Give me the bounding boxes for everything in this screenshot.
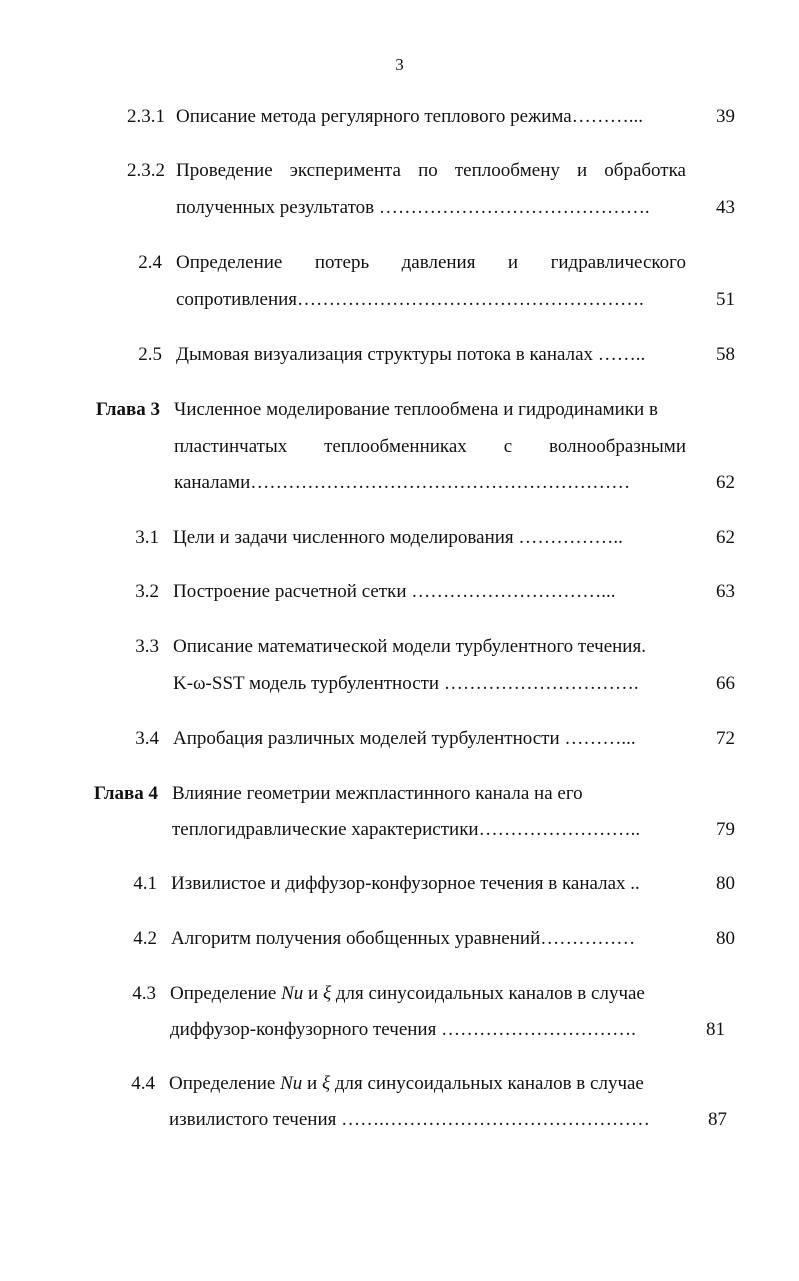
chapter-number: Глава 4	[93, 783, 158, 804]
page-ref: 80	[716, 928, 735, 949]
section-number: 3.3	[135, 636, 159, 657]
section-title: каналами……………………………………………………	[174, 472, 631, 493]
page-ref: 43	[716, 197, 735, 218]
section-title: полученных результатов …………………………………….	[176, 197, 650, 218]
page-ref: 39	[716, 106, 735, 127]
section-title: Цели и задачи численного моделирования ……………..	[173, 527, 623, 548]
section-title: Численное моделирование теплообмена и гидродинамики в	[174, 399, 658, 420]
chapter-number: Глава 3	[95, 399, 160, 420]
page-ref: 80	[716, 873, 735, 894]
dot-leader: ..	[625, 873, 640, 894]
section-title: Алгоритм получения обобщенных уравнений……………	[171, 928, 636, 949]
dot-leader: ……………..	[513, 527, 623, 548]
dot-leader: ……………………..	[478, 819, 641, 840]
section-title: Описание математической модели турбулентного течения.	[173, 636, 646, 657]
section-number: 4.2	[133, 928, 157, 949]
section-title: теплогидравлические характеристики……………………..	[172, 819, 641, 840]
section-number: 2.5	[138, 344, 162, 365]
dot-leader: …………………………………….	[374, 197, 650, 218]
section-title: Дымовая визуализация структуры потока в каналах ……..	[176, 344, 646, 365]
nusselt-symbol: Nu	[280, 1073, 303, 1094]
xi-symbol: ξ	[321, 1073, 331, 1094]
section-number: 2.3.1	[127, 106, 165, 127]
page-ref: 66	[716, 673, 735, 694]
page-ref: 72	[716, 728, 735, 749]
section-title: Извилистое и диффузор-конфузорное течения в каналах ..	[171, 873, 640, 894]
section-number: 4.4	[131, 1073, 155, 1094]
dot-leader: ……………………………………………….	[297, 289, 644, 310]
section-title: Определение Nu и ξ для синусоидальных каналов в случае	[170, 983, 645, 1004]
section-title: сопротивления……………………………………………….	[176, 289, 644, 310]
section-title: Определение потерь давления и гидравлического	[176, 252, 686, 273]
section-title: Определение Nu и ξ для синусоидальных каналов в случае	[169, 1073, 644, 1094]
xi-symbol: ξ	[322, 983, 332, 1004]
dot-leader: …………………………...	[406, 581, 616, 602]
section-number: 4.3	[132, 983, 156, 1004]
dot-leader: ………………………….	[436, 1019, 636, 1040]
section-title: Описание метода регулярного теплового режима………...	[176, 106, 643, 127]
dot-leader: ………...	[559, 728, 636, 749]
section-title: K-ω-SST модель турбулентности ………………………….	[173, 673, 639, 694]
dot-leader: …….……………………………………	[336, 1109, 650, 1130]
dot-leader: ………...	[571, 106, 643, 127]
page-ref: 87	[708, 1109, 727, 1130]
section-title: Апробация различных моделей турбулентности ………...	[173, 728, 636, 749]
section-title: диффузор-конфузорного течения ………………………….	[170, 1019, 636, 1040]
page-number: 3	[395, 55, 404, 74]
page-ref: 81	[706, 1019, 725, 1040]
page-ref: 79	[716, 819, 735, 840]
nusselt-symbol: Nu	[281, 983, 304, 1004]
section-number: 3.1	[135, 527, 159, 548]
section-title: Влияние геометрии межпластинного канала на его	[172, 783, 583, 804]
dot-leader: ……..	[593, 344, 646, 365]
section-number: 2.3.2	[127, 160, 165, 181]
dot-leader: ……………………………………………………	[250, 472, 631, 493]
section-title: извилистого течения …….……………………………………	[169, 1109, 650, 1130]
section-number: 4.1	[133, 873, 157, 894]
section-title: пластинчатых теплообменниках с волнообразными	[174, 436, 686, 457]
dot-leader: ……………	[540, 928, 636, 949]
section-number: 3.2	[135, 581, 159, 602]
dot-leader: ………………………….	[439, 673, 639, 694]
page-ref: 51	[716, 289, 735, 310]
section-number: 3.4	[135, 728, 159, 749]
section-title: Построение расчетной сетки …………………………...	[173, 581, 616, 602]
page-ref: 63	[716, 581, 735, 602]
page-ref: 58	[716, 344, 735, 365]
page-ref: 62	[716, 527, 735, 548]
page-ref: 62	[716, 472, 735, 493]
section-title: Проведение эксперимента по теплообмену и обработка	[176, 160, 686, 181]
section-number: 2.4	[138, 252, 162, 273]
